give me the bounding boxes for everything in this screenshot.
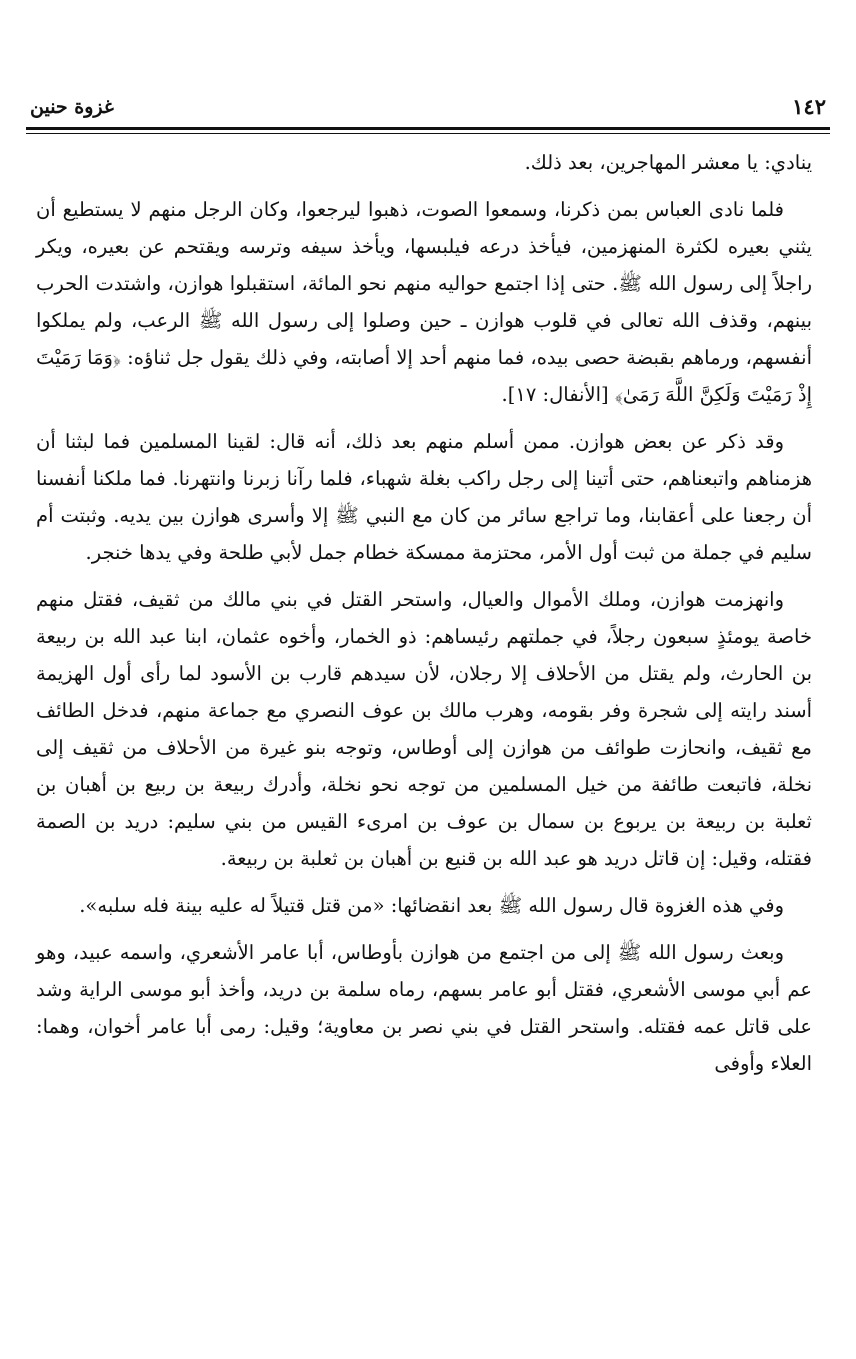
header-rule-thick: [26, 127, 830, 130]
paragraph: ينادي: يا معشر المهاجرين، بعد ذلك.: [524, 151, 812, 174]
paragraph: وانهزمت هوازن، وملك الأموال والعيال، واستحر القتل في بني مالك من ثقيف، فقتل منهم خاصة يومئذٍ سبعون رجلاً، في جملتهم رئيساهم: ذو الخمار، وأخوه عثمان، ابنا عبد الله بن ربيعة بن الحارث، ولم يقتل من الأحلاف إلا رجلان، لأن سيدهم قارب بن الأسود لما رأى أول الهزيمة أسند رايته إلى شجرة وفر بقومه، وهرب مالك بن عوف النصري مع جماعة منهم، فدخل الطائف مع ثقيف، وانحازت طوائف من هوازن إلى أوطاس، وتوجه بنو غيرة من الأحلاف من ثقيف إلى نخلة، فاتبعت طائفة من خيل المسلمين من توجه نحو نخلة، وأدرك ربيعة بن ربيع بن أهبان بن ثعلبة بن ربيعة بن يربوع بن سمال بن عوف بن امرىء القيس من بني سليم: دريد بن الصمة فقتله، وقيل: إن قاتل دريد هو عبد الله بن قنيع بن أهبان بن ثعلبة بن ربيعة.: [36, 588, 812, 870]
paragraph: وبعث رسول الله ﷺ إلى من اجتمع من هوازن بأوطاس، أبا عامر الأشعري، واسمه عبيد، وهو عم أبي موسى الأشعري، فقتل أبو عامر بسهم، رماه سلمة بن دريد، وأخذ أبو موسى الراية وشد على قاتل عمه فقتله. واستحر القتل في بني نصر بن معاوية؛ وقيل: رمى أبا عامر أخوان، وهما: العلاء وأوفى: [36, 941, 812, 1075]
page-header: [26, 94, 830, 128]
page-number: ١٤٢: [792, 94, 826, 119]
header-rule-thin: [26, 133, 830, 134]
page-body: [36, 144, 812, 1092]
paragraph: وفي هذه الغزوة قال رسول الله ﷺ بعد انقضائها: «من قتل قتيلاً له عليه بينة فله سلبه».: [79, 894, 784, 917]
paragraph: وقد ذكر عن بعض هوازن. ممن أسلم منهم بعد ذلك، أنه قال: لقينا المسلمين فما لبثنا أن هزمناهم واتبعناهم، حتى أتينا إلى رجل راكب بغلة شهباء، فلما رآنا زبرنا وانتهرنا. فما ملكنا أنفسنا أن رجعنا على أعقابنا، وما تراجع سائر من كان مع النبي ﷺ إلا وأسرى هوازن بين يديه. وثبتت أم سليم في جملة من ثبت أول الأمر، محتزمة ممسكة خطام جمل لأبي طلحة وفي يدها خنجر.: [36, 430, 812, 564]
paragraph: فلما نادى العباس بمن ذكرنا، وسمعوا الصوت، ذهبوا ليرجعوا، وكان الرجل منهم لا يستطيع أن يثني بعيره لكثرة المنهزمين، فيأخذ درعه فيلبسها، ويأخذ سيفه وترسه ويقتحم عن بعيره، ويكر راجلاً إلى رسول الله ﷺ. حتى إذا اجتمع حواليه منهم نحو المائة، استقبلوا هوازن، واشتدت الحرب بينهم، وقذف الله تعالى في قلوب هوازن ـ حين وصلوا إلى رسول الله ﷺ الرعب، ولم يملكوا أنفسهم، ورماهم بقبضة حصى بيده، فما منهم أحد إلا أصابته، وفي ذلك يقول جل ثناؤه: ﴿وَمَا رَمَيْتَ إِذْ رَمَيْتَ وَلَكِنَّ اللَّهَ رَمَىٰ﴾ [الأنفال: ١٧].: [36, 198, 812, 406]
running-title: غزوة حنين: [30, 96, 114, 118]
